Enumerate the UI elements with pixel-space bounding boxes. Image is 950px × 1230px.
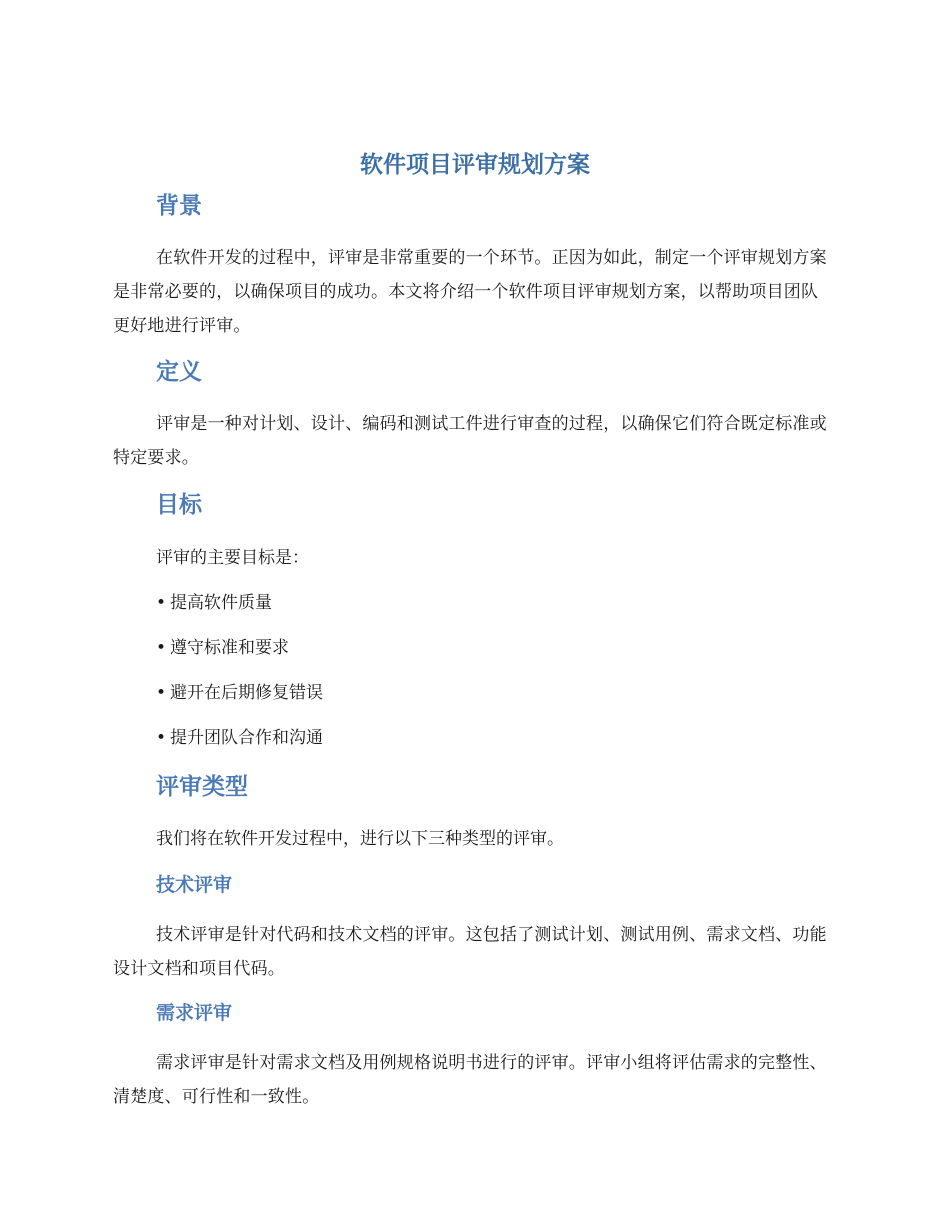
bullet-icon: • (156, 638, 167, 658)
list-item-text: 提升团队合作和沟通 (170, 728, 324, 748)
heading-background: 背景 (156, 193, 202, 219)
paragraph-background: 在软件开发的过程中，评审是非常重要的一个环节。正因为如此，制定一个评审规划方案是非常必要的，以确保项目的成功。本文将介绍一个软件项目评审规划方案，以帮助项目团队更好地进行评审。 (113, 248, 827, 336)
paragraph-requirements-review: 需求评审是针对需求文档及用例规格说明书进行的评审。评审小组将评估需求的完整性、清楚度、可行性和一致性。 (113, 1053, 827, 1107)
goals-intro: 评审的主要目标是： (156, 548, 309, 568)
bullet-icon: • (156, 593, 167, 613)
review-types-intro: 我们将在软件开发过程中，进行以下三种类型的评审。 (156, 829, 564, 849)
heading-review-types: 评审类型 (156, 774, 248, 800)
list-item-text: 避开在后期修复错误 (170, 683, 324, 703)
list-item-text: 遵守标准和要求 (170, 638, 290, 658)
heading-definition: 定义 (156, 359, 202, 385)
list-item (156, 678, 323, 708)
heading-requirements-review: 需求评审 (156, 1002, 233, 1024)
list-item (156, 723, 323, 753)
bullet-icon: • (156, 683, 167, 703)
heading-goals: 目标 (156, 492, 202, 518)
list-item (156, 588, 272, 618)
bullet-icon: • (156, 728, 167, 748)
paragraph-technical-review: 技术评审是针对代码和技术文档的评审。这包括了测试计划、测试用例、需求文档、功能设计文档和项目代码。 (113, 925, 827, 979)
document-title: 软件项目评审规划方案 (360, 152, 590, 178)
paragraph-definition: 评审是一种对计划、设计、编码和测试工件进行审查的过程，以确保它们符合既定标准或特定要求。 (113, 414, 827, 468)
list-item-text: 提高软件质量 (170, 593, 273, 613)
heading-technical-review: 技术评审 (156, 874, 233, 896)
list-item (156, 633, 289, 663)
